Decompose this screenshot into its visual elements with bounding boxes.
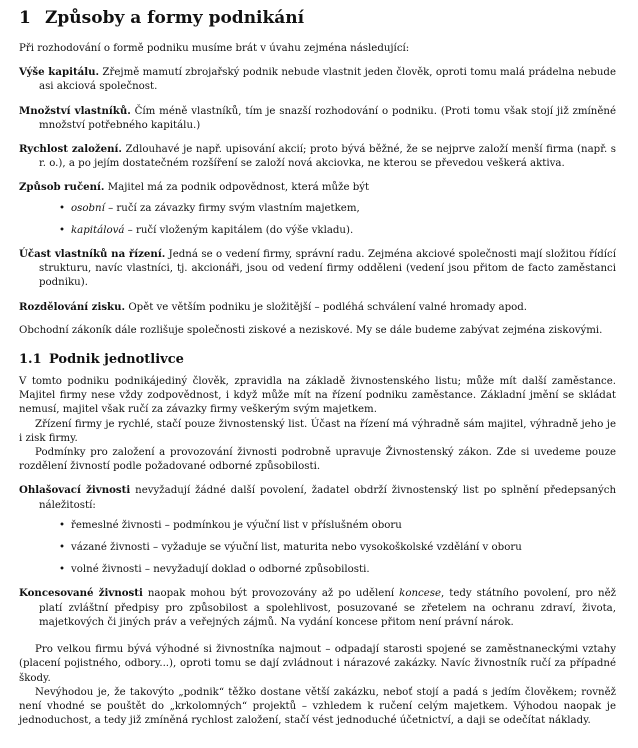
paragraph: Pro velkou firmu bývá výhodné si živnostníka najmout – odpadají starosti spojené se zaměstnaneckými vztahy (placení pojistného, odbory...), oproti tomu se dají zvládnout i nárazové zakázky. Navíc živnostník ručí za případné škody.	[19, 644, 616, 684]
subsection-number: 1.1	[19, 352, 42, 368]
criterion-text: Zřejmě mamutí zbrojařský podnik nebude vlastnit jeden člověk, oproti tomu malá prádelna nebude asi akciová společnost.	[39, 67, 616, 93]
list-item-term: osobní	[71, 202, 105, 214]
criterion-text: Čím méně vlastníků, tím je snazší rozhodování o podniku. (Proti tomu však stojí již zmíněné množství potřebného kapitálu.)	[39, 105, 616, 131]
list-item: • řemeslné živnosti – podmínkou je výuční list v příslušném oboru	[71, 519, 616, 533]
section-title: Způsoby a formy podnikání	[45, 8, 305, 28]
licensed-trades	[19, 586, 616, 630]
criterion-text: , tedy státního povolení, pro něž platí zvláštní předpisy pro způsobilost a spolehlivost, posuzované se zřetelem na ochranu zdraví, života, majetkových či jiných práv a veřejných zájmů. Na vydání koncese přitom není právní nárok.	[39, 588, 616, 628]
criterion-text: Majitel má za podnik odpovědnost, která může být	[104, 182, 370, 194]
liability-list	[19, 202, 616, 238]
paragraph: Podmínky pro založení a provozování živnosti podrobně upravuje Živnostenský zákon. Zde si uvedeme pouze rozdělení živností podle požadované odborné způsobilosti.	[19, 447, 616, 473]
criterion-speed	[19, 142, 616, 171]
criterion-text: Opět ve větším podniku je složitější – podléhá schválení valné hromady apod.	[125, 301, 528, 313]
criterion-profit	[19, 300, 616, 315]
criterion-capital	[19, 65, 616, 94]
list-item	[71, 202, 616, 216]
criterion-term: Rychlost založení.	[19, 143, 122, 156]
criterion-term: Rozdělování zisku.	[19, 300, 126, 313]
list-item-text: – ručí vloženým kapitálem (do výše vkladu).	[124, 224, 354, 236]
criterion-owners	[19, 104, 616, 133]
subsection-title: Podnik jednotlivce	[49, 352, 184, 368]
criterion-term: Koncesované živnosti	[19, 587, 143, 600]
criterion-term: Způsob ručení.	[19, 181, 105, 194]
criterion-term: Účast vlastníků na řízení.	[19, 248, 166, 261]
notification-trades	[19, 483, 616, 512]
criterion-text: Zdlouhavé je např. upisování akcií; proto bývá běžné, že se nejprve založí menší firma (např. s r. o.), a po jejím dostatečném rozšíření se založí nová akciovka, ne kterou se převedou veškerá aktiva.	[39, 144, 616, 170]
criterion-management	[19, 247, 616, 291]
criterion-term: Ohlašovací živnosti	[19, 484, 131, 497]
criterion-term: Výše kapitálu.	[19, 66, 100, 79]
emphasis: koncese	[399, 588, 441, 600]
paragraph: Nevýhodou je, že takovýto „podnik“ těžko dostane větší zakázku, neboť stojí a padá s jedím člověkem; rovněž není vhodné se pouštět do „krkolomných“ projektů – vzhledem k ručení celým majetkem. Výhodou naopak je jednoduchost, a tedy již zmíněná rychlost založení, stačí vést jednoduché účetnictví, a daji se odečítat náklady.	[19, 686, 616, 727]
criterion-text: nevyžadují žádné další povolení, žadatel obdrží živnostenský list po splnění předepsaných náležitostí:	[39, 485, 617, 511]
paragraph: V tomto podniku podnikájediný člověk, zpravidla na základě živnostenského listu; může mít další zaměstance. Majitel firmy nese vždy zodpovědnost, i když může mít na řízení podniku zaměstance. Základní jmění se skládat nemusí, majitel však ručí za závazky firmy veškerým svým majetkem.	[19, 376, 616, 416]
list-item: • vázané živnosti – vyžaduje se výuční list, maturita nebo vysokoškolské vzdělání v oboru	[71, 541, 616, 555]
list-item	[71, 224, 616, 238]
trades-list	[19, 519, 616, 578]
paragraph: Zřízení firmy je rychlé, stačí pouze živnostenský list. Účast na řízení má výhradně sám majitel, výhradně jeho je i zisk firmy.	[19, 418, 616, 444]
list-item-text: – ručí za závazky firmy svým vlastním majetkem,	[104, 202, 360, 214]
section-number: 1	[19, 8, 31, 28]
list-item: • volné živnosti – nevyžadují doklad o odborné způsobilosti.	[71, 563, 616, 577]
section-heading	[19, 8, 616, 28]
criterion-term: Množství vlastníků.	[19, 104, 131, 117]
intro-paragraph: Při rozhodování o formě podniku musíme brát v úvahu zejména následující:	[19, 43, 410, 54]
document-page	[19, 6, 616, 728]
subsection-heading	[19, 352, 616, 368]
criterion-text: naopak mohou být provozovány až po udělení	[142, 588, 400, 600]
list-item-term: kapitálová	[71, 224, 125, 236]
closing-paragraph: Obchodní zákoník dále rozlišuje společnosti ziskové a neziskové. My se dále budeme zabývat zejména ziskovými.	[19, 324, 603, 336]
criterion-text: Jedná se o vedení firmy, správní radu. Zejména akciové společnosti mají složitou řídící strukturu, navíc vlastníci, tj. akcionáři, jsou od vedení firmy odděleni (vedení jsou přitom de facto zaměstanci podniku).	[39, 249, 616, 289]
criterion-liability	[19, 180, 616, 195]
